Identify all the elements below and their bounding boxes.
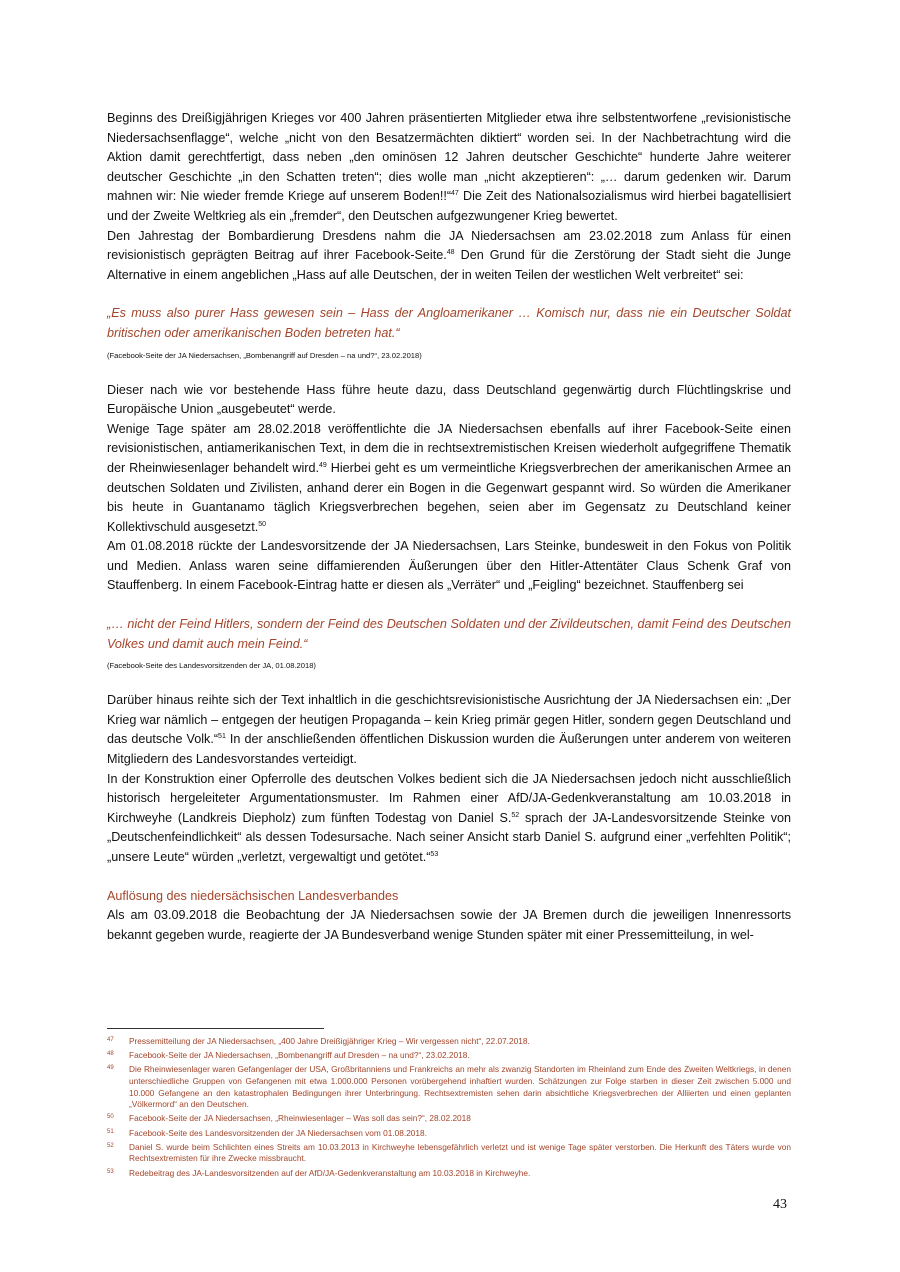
footnote-divider [107, 1028, 324, 1029]
paragraph-7 [107, 770, 791, 868]
footnote-ref-49[interactable]: 49 [319, 461, 327, 469]
footnote-52 [107, 1142, 791, 1165]
paragraph-text: In der anschließenden öffentlichen Diskussion wurden die Äußerungen unter anderem von weiteren Mitgliedern des Landesvorstandes verteidigt. [107, 732, 791, 767]
footnote-47 [107, 1036, 791, 1048]
footnote-number: 47 [107, 1037, 114, 1043]
footnote-text: Redebeitrag des JA-Landesvorsitzenden auf der AfD/JA-Gedenkveranstaltung am 10.03.2018 in Kirchweyhe. [129, 1167, 531, 1178]
page-number: 43 [773, 1197, 787, 1212]
footnote-number: 49 [107, 1065, 114, 1072]
footnote-number: 52 [107, 1142, 114, 1149]
paragraph-text: In der Konstruktion einer Opferrolle des deutschen Volkes bedient sich die JA Niedersachsen jedoch nicht ausschließlich historisch hergeleiteter Argumentationsmuster. Im Rahmen einer AfD/JA-Gedenkveranstaltung am 10.03.2018 in Kirchweyhe (Landkreis Diepholz) zum fünften Todestag von Daniel S. [107, 771, 791, 825]
footnote-ref-47[interactable]: 47 [451, 190, 459, 198]
spacer [107, 596, 791, 615]
footnote-48 [107, 1050, 791, 1062]
paragraph-6 [107, 691, 791, 769]
footnote-ref-48[interactable]: 48 [446, 249, 455, 257]
quote-2-source: (Facebook-Seite des Landesvorsitzenden der JA, 01.08.2018) [107, 661, 316, 671]
paragraph-text: Den Jahrestag der Bombardierung Dresdens nahm die JA Niedersachsen am 23.02.2018 zum Anlass für einen revisionistisch geprägten Beitrag auf ihrer Facebook-Seite. [107, 228, 791, 263]
footnote-ref-51[interactable]: 51 [218, 733, 226, 741]
paragraph-4 [107, 420, 791, 538]
paragraph-text: Die Zeit des Nationalsozialismus wird hierbei bagatellisiert und der Zweite Weltkrieg als ein „fremder“, den Deutschen aufgezwungener Krieg bewertet. [107, 189, 791, 223]
main-text [107, 109, 791, 945]
section-heading: Auflösung des niedersächsischen Landesverbandes [107, 888, 399, 903]
paragraph-2 [107, 227, 791, 286]
footnote-ref-50[interactable]: 50 [258, 520, 267, 528]
footnote-51 [107, 1128, 791, 1140]
paragraph-text: Beginns des Dreißigjährigen Krieges vor 400 Jahren präsentierten Mitglieder etwa ihre selbstentworfene „revisionistische Niedersachsenflagge“, welche „nicht von den Besatzermächten diktiert“ worden sei. In der Nachbetrachtung wird die Aktion damit gerechtfertigt, dass neben „den ominösen 12 Jahren deutscher Geschichte“ hunderte Jahre weiterer deutscher Geschichte „in den Schatten treten“; dies wolle man „nicht akzeptieren“: „… darum gedenken wir. Darum mahnen wir: Nie wieder fremde Kriege auf unserem Boden!!“ [107, 111, 791, 204]
spacer [107, 285, 791, 304]
footnote-text: Daniel S. wurde beim Schlichten eines Streits am 10.03.2013 in Kirchweyhe lebensgefährlich verletzt und ist wenige Tage später verstorben. Die Herkunft des Täters wurde von Rechtsextremisten für ihre Zwecke missbraucht. [129, 1141, 791, 1164]
footnote-text: Facebook-Seite des Landesvorsitzenden der JA Niedersachsen vom 01.08.2018. [129, 1127, 427, 1138]
footnote-number: 53 [107, 1168, 114, 1175]
paragraph-5: Am 01.08.2018 rückte der Landesvorsitzende der JA Niedersachsen, Lars Steinke, bundesweit in den Fokus von Politik und Medien. Anlass waren seine diffamierenden Äußerungen über den Hitler-Attentäter Claus Schenk Graf von Stauffenberg. In einem Facebook-Eintrag hatte er diesen als „Verräter“ und „Feigling“ bezeichnet. Stauffenberg sei [107, 539, 791, 593]
footnote-text: Facebook-Seite der JA Niedersachsen, „Rheinwiesenlager – Was soll das sein?“, 28.02.2018 [129, 1113, 471, 1124]
footnote-number: 51 [107, 1128, 114, 1135]
paragraph-text: Hierbei geht es um vermeintliche Kriegsverbrechen der amerikanischen Armee an deutschen Soldaten und Zivilisten, anhand derer ein Bogen in die Gegenwart gespannt wird. So würden die Amerikaner bis heute in Guantanamo täglich Kriegsverbrechen begehen, seien aber im Gegensatz zu Deutschland keiner Kollektivschuld ausgesetzt. [107, 460, 791, 534]
spacer [107, 362, 791, 381]
footnote-text: Pressemitteilung der JA Niedersachsen, „400 Jahre Dreißigjähriger Krieg – Wir vergessen nicht“, 22.07.2018. [129, 1036, 530, 1046]
footnotes [107, 1036, 791, 1182]
paragraph-text: Wenige Tage später am 28.02.2018 veröffentlichte die JA Niedersachsen ebenfalls auf ihrer Facebook-Seite einen revisionistischen, antiamerikanischen Text, in dem die in rechtsextremistischen Kreisen wiederholt aufgegriffene Thematik der Rheinwiesenlager behandelt wird. [107, 421, 791, 475]
paragraph-8: Als am 03.09.2018 die Beobachtung der JA Niedersachsen sowie der JA Bremen durch die jeweiligen Innenressorts bekannt gegeben wurde, reagierte der JA Bundesverband wenige Stunden später mit einer Pressemitteilung, in wel- [107, 908, 791, 942]
paragraph-3: Dieser nach wie vor bestehende Hass führe heute dazu, dass Deutschland gegenwärtig durch Flüchtlingskrise und Europäische Union „ausgebeutet“ werde. [107, 382, 791, 417]
footnote-text: Facebook-Seite der JA Niedersachsen, „Bombenangriff auf Dresden – na und?“, 23.02.2018. [129, 1050, 470, 1061]
paragraph-text: Darüber hinaus reihte sich der Text inhaltlich in die geschichtsrevisionistische Ausrichtung der JA Niedersachsen ein: „Der Krieg war nämlich – entgegen der heutigen Propaganda – kein Krieg primär gegen Hitler, sondern gegen Deutschland und das deutsche Volk.“ [107, 693, 791, 747]
footnote-text: Die Rheinwiesenlager waren Gefangenlager der USA, Großbritanniens und Frankreichs an mehr als zwanzig Standorten im Rheinland zum Ende des Zweiten Weltkriegs, in denen unterschiedliche Gruppen von Gefangenen mit etwa 1.000.000 Personen vorübergehend inhaftiert wurden. Schätzungen zur Folge starben in dieser Zeit zwischen 5.000 und 10.000 Gefangene an den katastrophalen Bedingungen ihrer Unterbringung. Rechtsextremisten sehen darin absichtliche Kriegsverbrechen der Alliierten und einen geplanten „Völkermord“ an den Deutschen. [129, 1064, 791, 1110]
footnote-number: 50 [107, 1114, 114, 1121]
quote-2: „… nicht der Feind Hitlers, sondern der Feind des Deutschen Soldaten und der Zivildeutschen, damit Feind des Deutschen Volkes und damit auch mein Feind.“ [107, 617, 791, 651]
quote-1-source: (Facebook-Seite der JA Niedersachsen, „Bombenangriff auf Dresden – na und?“, 23.02.2018) [107, 350, 422, 360]
footnote-ref-52[interactable]: 52 [511, 811, 520, 819]
spacer [107, 868, 791, 887]
paragraph-text: Den Grund für die Zerstörung der Stadt sieht die Junge Alternative in einem angeblichen „Hass auf alle Deutschen, der in weiten Teilen der westlichen Welt verbreitet“ sei: [107, 248, 791, 282]
spacer [107, 672, 791, 691]
footnote-53 [107, 1168, 791, 1180]
footnote-ref-53[interactable]: 53 [430, 851, 439, 858]
footnote-49 [107, 1064, 791, 1110]
paragraph-text: sprach der JA-Landesvorsitzende Steinke von „Deutschenfeindlichkeit“ als dessen Todesursache. Nach seiner Ansicht starb Daniel S. aufgrund einer „verfehlten Politik“; „unsere Leute“ würden „verletzt, vergewaltigt und getötet.“ [107, 810, 792, 864]
paragraph-1 [107, 109, 791, 227]
quote-1: „Es muss also purer Hass gewesen sein – Hass der Angloamerikaner … Komisch nur, dass nie ein Deutscher Soldat britischen oder amerikanischen Boden betreten hat.“ [107, 306, 791, 340]
footnote-number: 48 [107, 1051, 114, 1058]
footnote-50 [107, 1113, 791, 1125]
